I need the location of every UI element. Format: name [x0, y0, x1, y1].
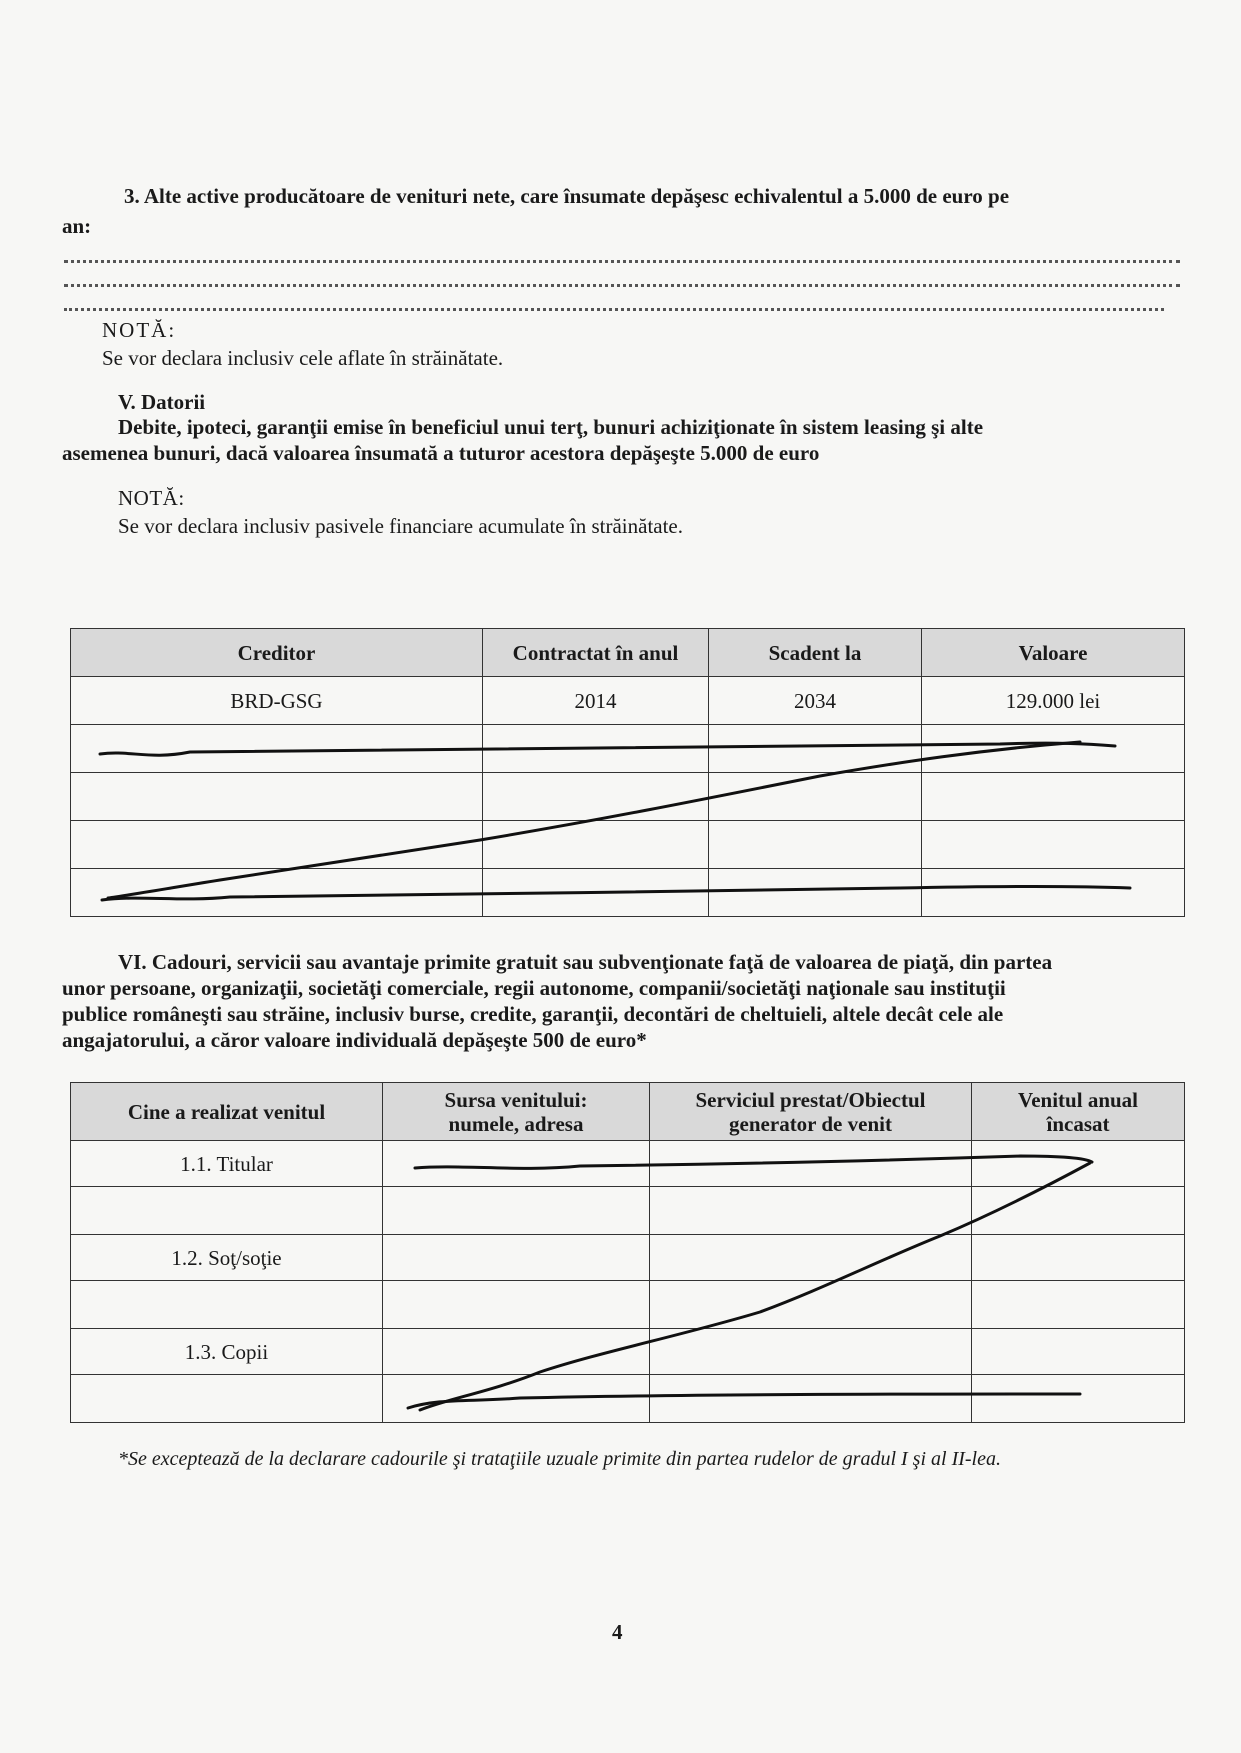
column-header-value: Valoare [922, 629, 1185, 677]
column-header-creditor: Creditor [71, 629, 483, 677]
header-text: Venitul anual [1017, 1087, 1139, 1112]
header-text: încasat [1046, 1111, 1110, 1136]
column-header-due-date: Scadent la [709, 629, 922, 677]
section-vi-line: publice româneşti sau străine, inclusiv burse, credite, garanţii, decontări de cheltuieli, altele decât cele ale [62, 1002, 1004, 1026]
note-title: NOTĂ: [102, 318, 177, 342]
note-text: Se vor declara inclusiv cele aflate în străinătate. [102, 346, 504, 370]
table-header-row [71, 1083, 1185, 1141]
section3-title-continuation: an: [62, 214, 92, 238]
header-text: generator de venit [729, 1111, 892, 1136]
cell-contract-year: 2014 [483, 677, 709, 725]
section3-title: 3. Alte active producătoare de venituri nete, care însumate depăşesc echivalentul a 5.000 de euro pe [124, 184, 1010, 208]
cell-value: 129.000 lei [922, 677, 1185, 725]
table-row-empty [71, 1281, 1185, 1329]
header-text: Cine a realizat venitul [127, 1099, 326, 1124]
note-title: NOTĂ: [118, 486, 185, 510]
table-row [71, 1329, 1185, 1375]
section-vi-line: angajatorului, a căror valoare individuală depăşeşte 500 de euro* [62, 1028, 647, 1052]
column-header-source [383, 1083, 650, 1141]
table-header-row [71, 629, 1185, 677]
dotted-fill-line [64, 246, 1180, 263]
row-label-spouse: 1.2. Soţ/soţie [71, 1235, 383, 1281]
column-header-service [650, 1083, 972, 1141]
header-text: numele, adresa [448, 1111, 584, 1136]
row-label-titular: 1.1. Titular [71, 1141, 383, 1187]
table-row-empty [71, 869, 1185, 917]
gifts-table [70, 1082, 1185, 1423]
cell-due-date: 2034 [709, 677, 922, 725]
section-vi-line: VI. Cadouri, servicii sau avantaje primite gratuit sau subvenţionate faţă de valoarea de piaţă, din partea [118, 950, 1053, 974]
table-row [71, 677, 1185, 725]
page-number: 4 [612, 1620, 623, 1644]
row-label-children: 1.3. Copii [71, 1329, 383, 1375]
section-vi-line: unor persoane, organizaţii, societăţi comerciale, regii autonome, companii/societăţi naţionale sau instituţii [62, 976, 1006, 1000]
footnote: *Se exceptează de la declarare cadourile şi trataţiile uzuale primite din partea rudelor de gradul I şi al II-lea. [118, 1448, 1001, 1470]
table-row-empty [71, 773, 1185, 821]
column-header-who [71, 1083, 383, 1141]
section-v-description-continuation: asemenea bunuri, dacă valoarea însumată a tuturor acestora depăşeşte 5.000 de euro [62, 441, 820, 465]
column-header-contract-year: Contractat în anul [483, 629, 709, 677]
table-row-empty [71, 1187, 1185, 1235]
header-text: Serviciul prestat/Obiectul [695, 1087, 926, 1112]
column-header-annual-income [972, 1083, 1185, 1141]
cell-creditor: BRD-GSG [71, 677, 483, 725]
section-v-description: Debite, ipoteci, garanţii emise în beneficiul unui terţ, bunuri achiziţionate în sistem leasing şi alte [118, 415, 984, 439]
table-row [71, 1235, 1185, 1281]
table-row-empty [71, 1375, 1185, 1423]
table-row-empty [71, 725, 1185, 773]
debts-table [70, 628, 1185, 917]
table-row [71, 1141, 1185, 1187]
note-text: Se vor declara inclusiv pasivele financiare acumulate în străinătate. [118, 514, 684, 538]
header-text: Sursa venitului: [444, 1087, 588, 1112]
dotted-fill-line [64, 294, 1164, 311]
section-v-title: V. Datorii [118, 390, 206, 414]
dotted-fill-line [64, 270, 1180, 287]
table-row-empty [71, 821, 1185, 869]
